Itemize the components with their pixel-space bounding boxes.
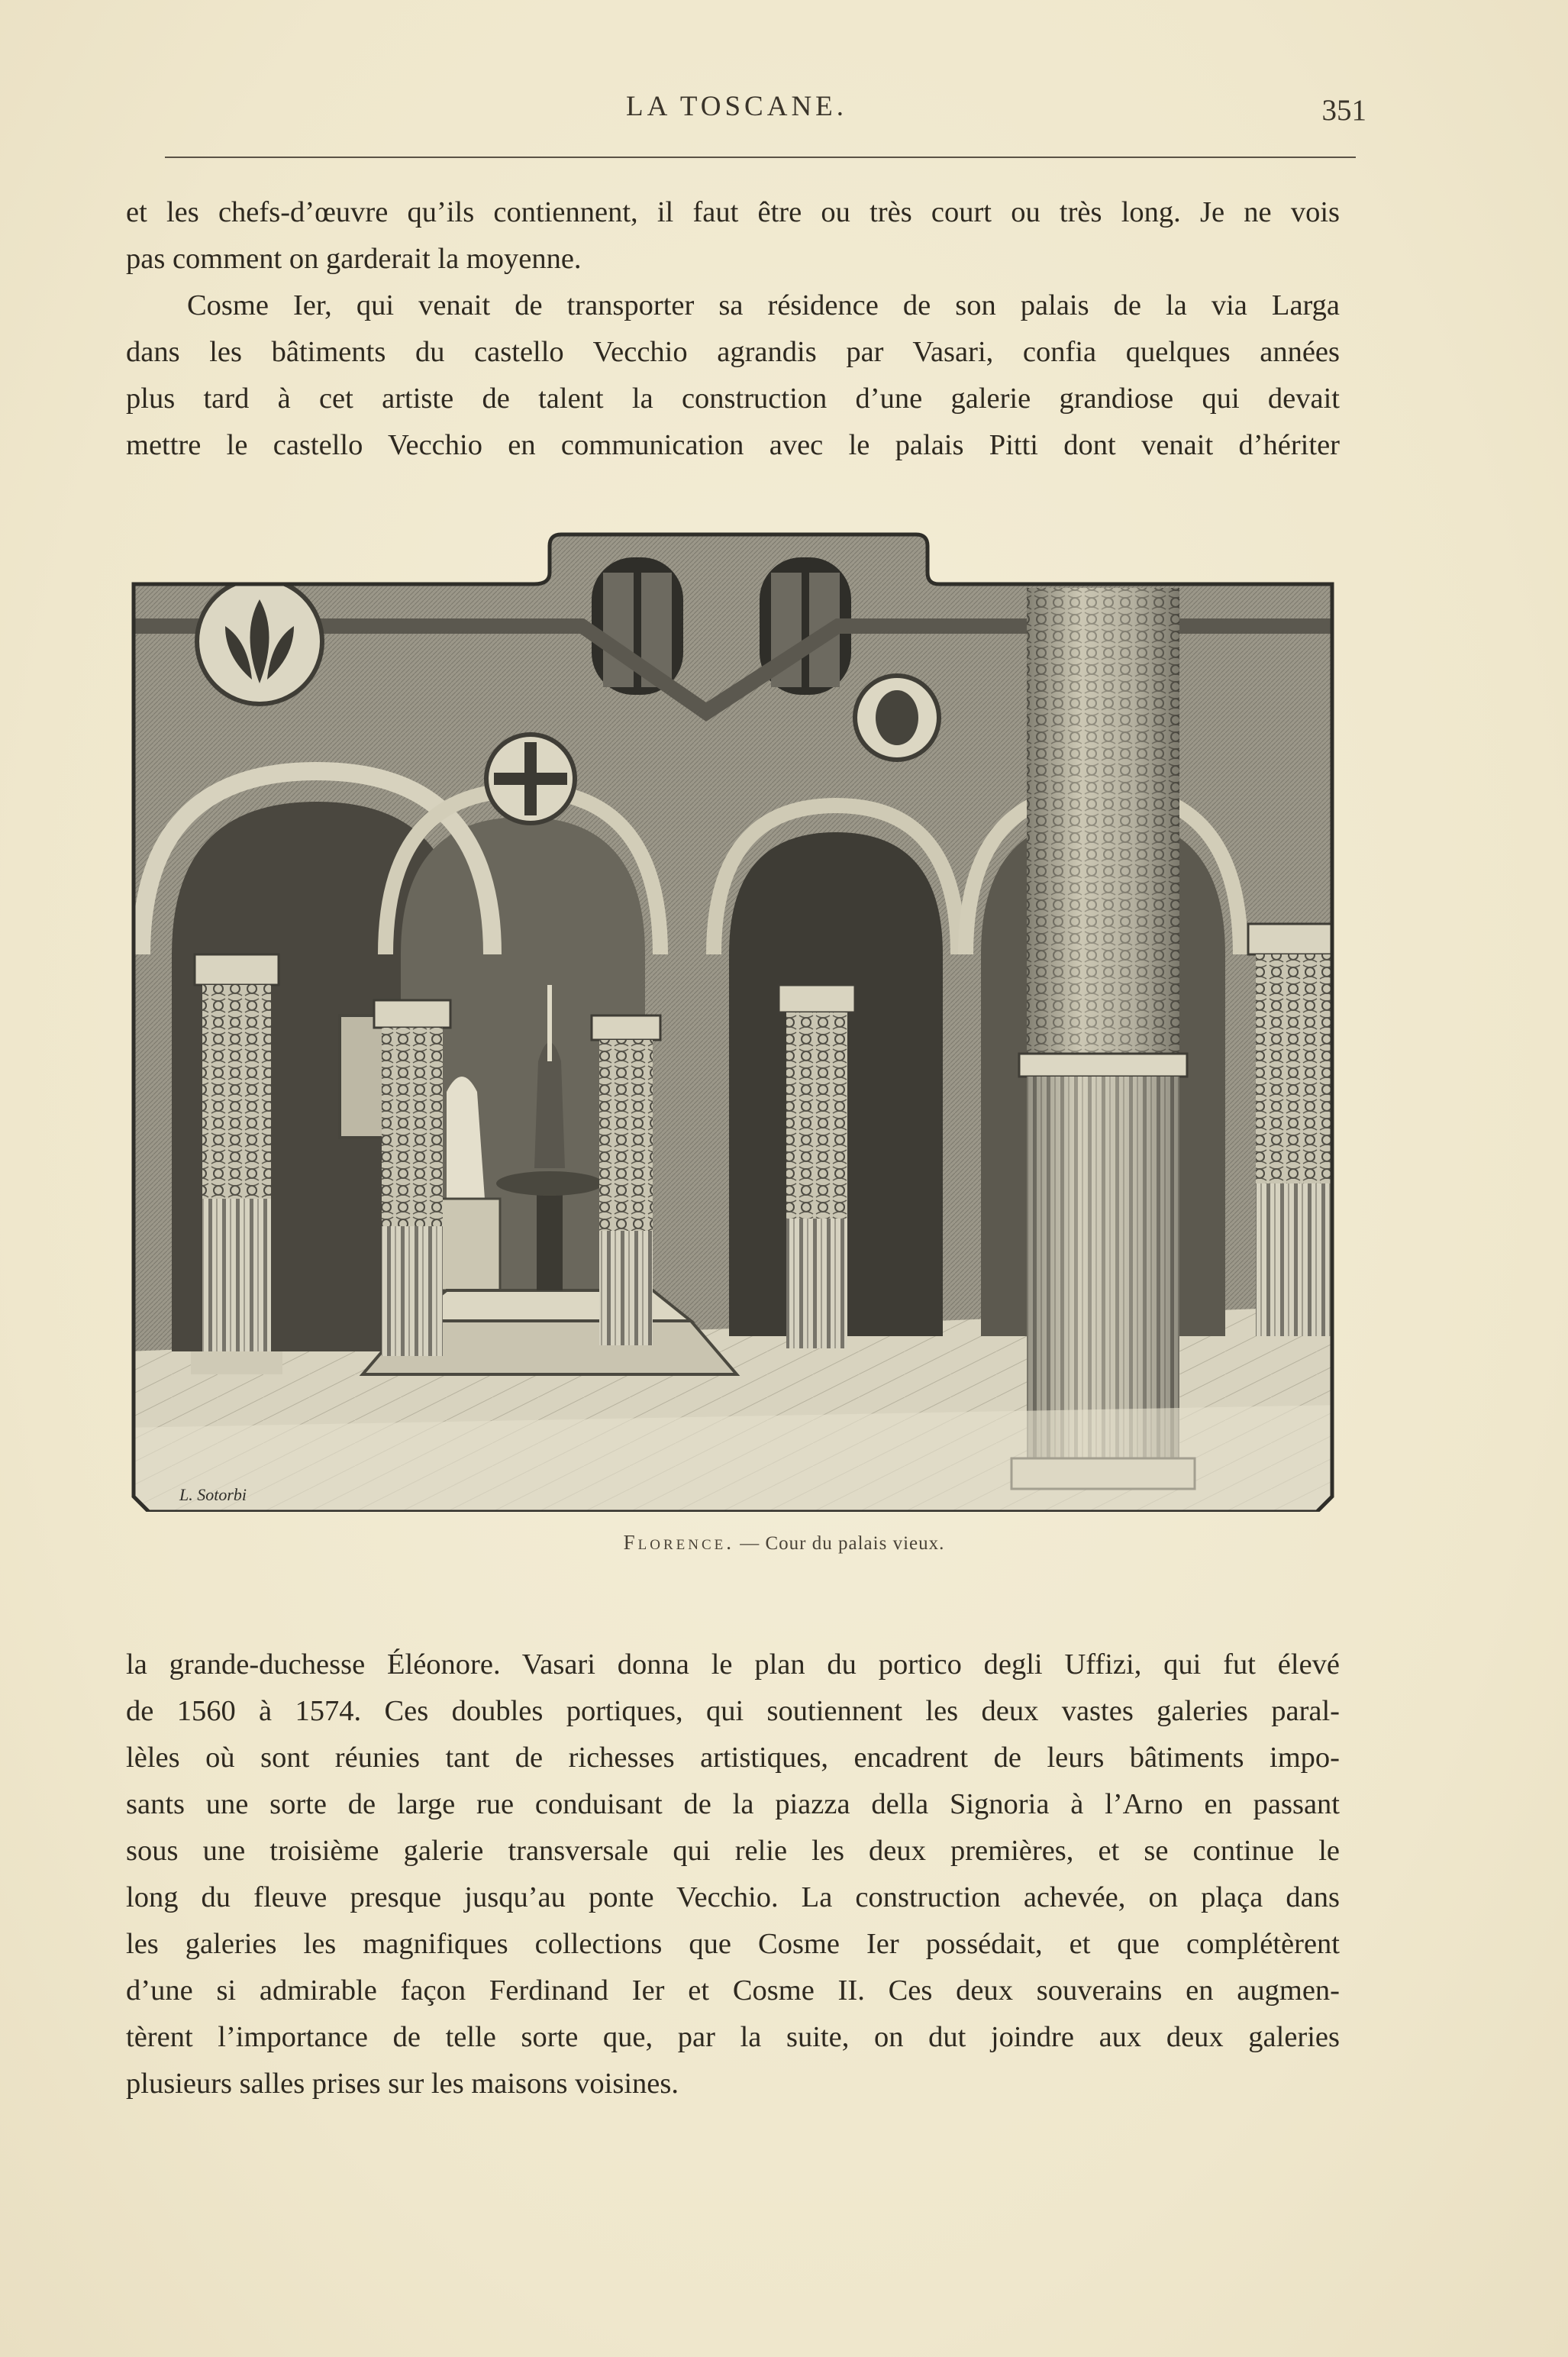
text-line: d’une si admirable façon Ferdinand Ier et Cosme II. Ces deux souverains en augmen- <box>126 1974 1340 2007</box>
text-line: plus tard à cet artiste de talent la construction d’une galerie grandiose qui devait <box>126 383 1340 415</box>
caption-dash: — <box>740 1533 760 1554</box>
text-line: long du fleuve presque jusqu’au ponte Vecchio. La construction achevée, on plaça dans <box>126 1881 1340 1913</box>
column <box>191 954 282 1374</box>
cross-medallion <box>486 735 575 823</box>
paragraph-bottom <box>126 1642 1340 2107</box>
caption-text: Cour du palais vieux. <box>765 1533 945 1554</box>
running-title: LA TOSCANE. <box>625 91 848 122</box>
text-line: de 1560 à 1574. Ces doubles portiques, qui soutiennent les deux vastes galeries paral- <box>126 1695 1340 1727</box>
column-foreground <box>1011 588 1195 1489</box>
column <box>592 1015 660 1345</box>
column <box>779 985 855 1348</box>
text-line: sous une troisième galerie transversale qui relie les deux premières, et se continue le <box>126 1835 1340 1867</box>
column <box>374 1000 450 1356</box>
text-line: lèles où sont réunies tant de richesses artistiques, encadrent de leurs bâtiments impo- <box>126 1742 1340 1774</box>
column <box>1248 924 1340 1336</box>
paragraph-top <box>126 189 1340 469</box>
running-head <box>0 90 1568 136</box>
text-line: plusieurs salles prises sur les maisons voisines. <box>126 2068 679 2100</box>
engraving-palazzo-vecchio-courtyard <box>126 527 1340 1512</box>
text-line: et les chefs-d’œuvre qu’ils contiennent, il faut être ou très court ou très long. Je ne vois <box>126 196 1340 228</box>
caption-place: Florence. <box>623 1531 734 1554</box>
page-number: 351 <box>1321 94 1366 127</box>
text-line: dans les bâtiments du castello Vecchio agrandis par Vasari, confia quelques années <box>126 336 1340 368</box>
upper-window-left <box>592 557 683 695</box>
text-line: les galeries les magnifiques collections que Cosme Ier possédait, et que complétèrent <box>126 1928 1340 1960</box>
text-line: tèrent l’importance de telle sorte que, par la suite, on dut joindre aux deux galeries <box>126 2021 1340 2053</box>
text-line: la grande-duchesse Éléonore. Vasari donna le plan du portico degli Uffizi, qui fut élevé <box>126 1648 1340 1681</box>
lily-medallion <box>197 579 322 704</box>
crest-medallion <box>855 676 939 760</box>
text-line: Cosme Ier, qui venait de transporter sa résidence de son palais de la via Larga <box>187 289 1340 321</box>
text-line: mettre le castello Vecchio en communication avec le palais Pitti dont venait d’hériter <box>126 429 1340 461</box>
figure-caption <box>0 1531 1568 1555</box>
artist-signature: L. Sotorbi <box>179 1485 247 1504</box>
text-line: pas comment on garderait la moyenne. <box>126 243 582 275</box>
text-line: sants une sorte de large rue conduisant de la piazza della Signoria à l’Arno en passant <box>126 1788 1340 1820</box>
header-rule <box>165 157 1356 158</box>
